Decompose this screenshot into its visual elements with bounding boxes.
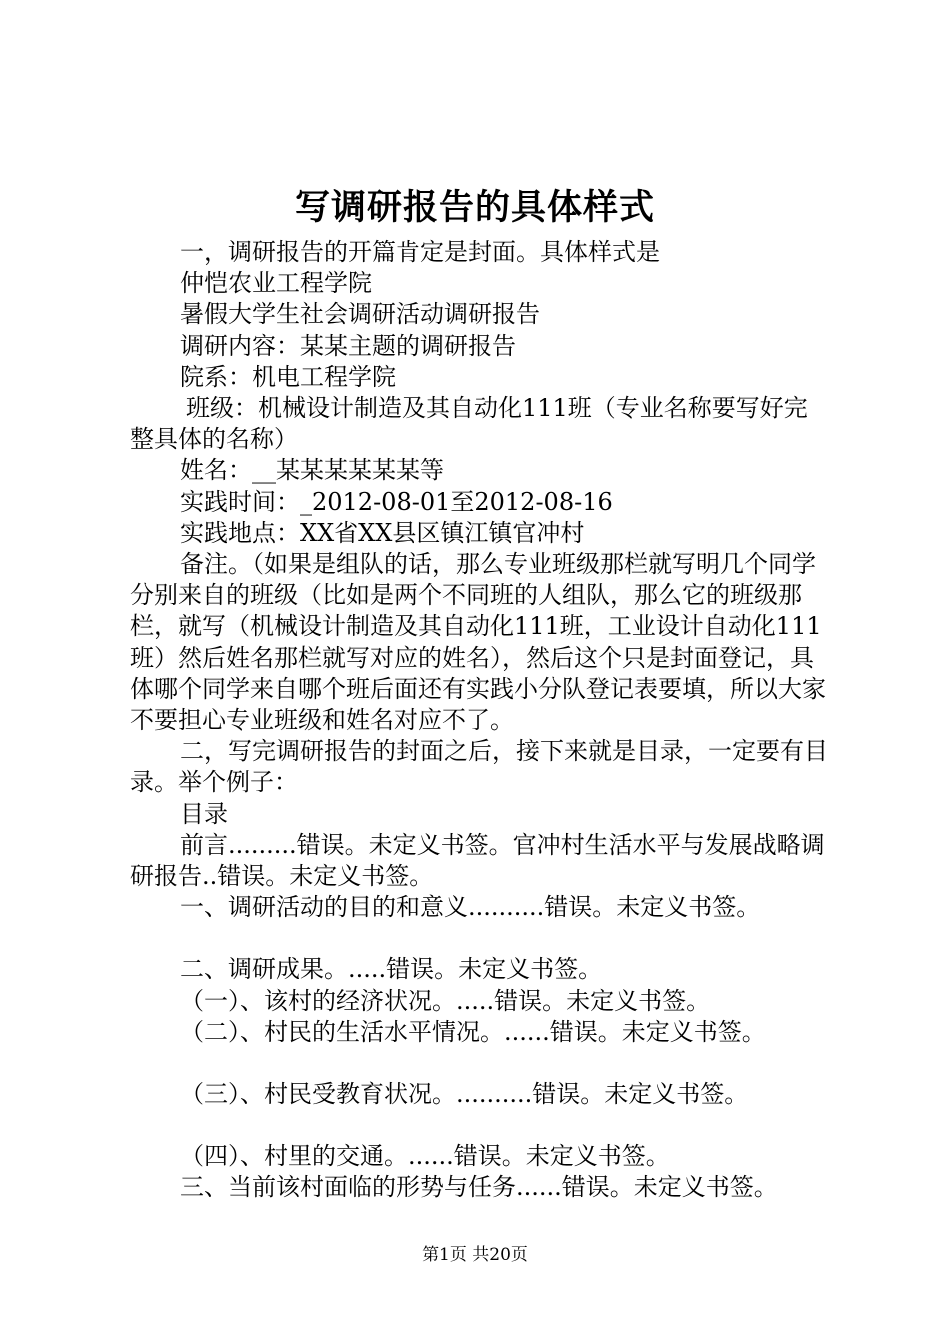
document-body: [130, 237, 830, 1204]
paragraph: 实践时间：_2012-08-01至2012-08-16: [180, 487, 613, 516]
toc-entry: （二）、村民的生活水平情况。......错误。未定义书签。: [180, 1017, 766, 1046]
spacer: [130, 1048, 830, 1079]
page-footer: 第1页 共20页: [422, 1245, 528, 1265]
document-title: 写调研报告的具体样式: [294, 187, 655, 228]
paragraph: 二，写完调研报告的封面之后，接下来就是目录，一定要有目录。举个例子：: [130, 737, 828, 797]
paragraph: 班级：机械设计制造及其自动化111班（专业名称要写好完整具体的名称）: [130, 394, 808, 454]
toc-entry: 一、调研活动的目的和意义..........错误。未定义书签。: [180, 893, 761, 922]
spacer: [130, 1110, 830, 1141]
toc-entry: （三）、村民受教育状况。..........错误。未定义书签。: [180, 1080, 749, 1109]
toc-entry: （四）、村里的交通。......错误。未定义书签。: [180, 1142, 670, 1171]
toc-entry: 前言.........错误。未定义书签。官冲村生活水平与发展战略调研报告..错误。未定义书签。: [130, 830, 825, 891]
toc-entry: （一）、该村的经济状况。.....错误。未定义书签。: [180, 986, 711, 1015]
paragraph: 仲恺农业工程学院: [180, 269, 372, 298]
toc-entry: 三、当前该村面临的形势与任务......错误。未定义书签。: [180, 1173, 778, 1202]
toc-heading: 目录: [180, 799, 228, 828]
paragraph: 暑假大学生社会调研活动调研报告: [180, 300, 540, 329]
paragraph: 院系：机电工程学院: [180, 362, 396, 391]
paragraph: 备注。（如果是组队的话，那么专业班级那栏就写明几个同学分别来自的班级（比如是两个不同班的人组队，那么它的班级那栏，就写（机械设计制造及其自动化111班，工业设计自动化111班）然后姓名那栏就写对应的姓名），然后这个只是封面登记，具体哪个同学来自哪个班后面还有实践小分队登记表要填，所以大家不要担心专业班级和姓名对应不了。: [130, 550, 826, 735]
paragraph: 一，调研报告的开篇肯定是封面。具体样式是: [180, 238, 660, 266]
spacer: [130, 923, 830, 954]
paragraph: 调研内容：某某主题的调研报告: [180, 331, 516, 360]
paragraph: 姓名：__某某某某某某等: [180, 456, 444, 485]
paragraph: 实践地点：XX省XX县区镇江镇官冲村: [180, 518, 585, 547]
toc-entry: 二、调研成果。.....错误。未定义书签。: [180, 955, 603, 984]
